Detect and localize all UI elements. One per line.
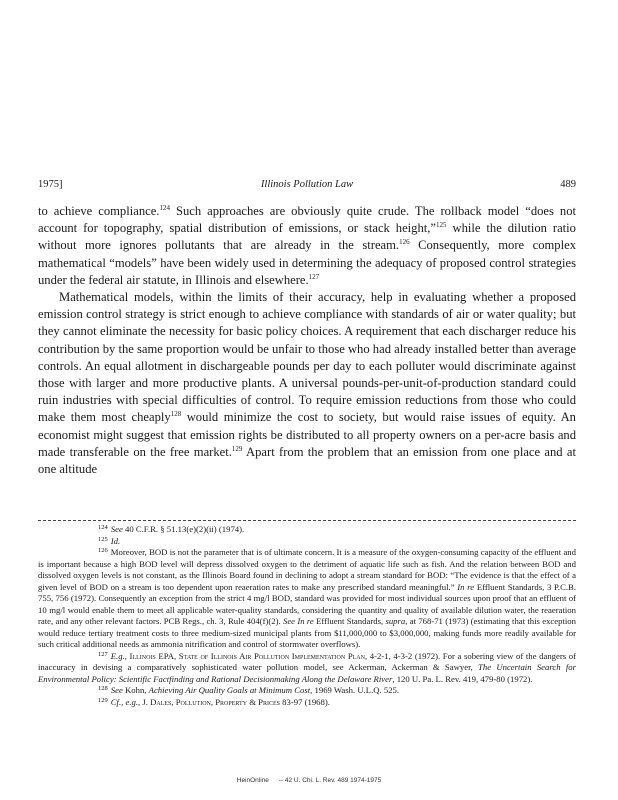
footnote-text: , at 768-71 (1973) (estimating that this exception would reduce tertiary treatment costs to three medium-sized municipal plants from $11,000,000 to $3,000,000, making funds more readily available for such critical additional needs as ammonia nitrification and control of stormwater overflows). <box>38 616 576 649</box>
footnote-text: 40 C.F.R. § 51.13(e)(2)(ii) (1974). <box>122 524 245 534</box>
footnote-text: In re <box>457 581 475 592</box>
footnote-divider <box>38 520 576 521</box>
footnote-ref-126[interactable]: 126 <box>399 238 410 247</box>
footnote-128 <box>38 685 576 697</box>
footnote-text: Effluent Standards, 3 P.C.B. 755, 756 (1972). Consequently an exception from the strict 4 mg/l BOD, standard was provided for most individual sources upon proof that an effluent of 10 mg/l would enable them to meet all applicable water-quality standards, considering the quantity and quality of available dilution water, the reaeration rate, and any other relevant factors. PCB Regs., ch. 3, Rule 404(f)(2). <box>38 581 576 626</box>
footnote-text: , <box>124 650 130 661</box>
footnote-text: Illinois EPA, State of Illinois Air Pollution Implementation Plan <box>129 650 365 661</box>
footnote-127 <box>38 651 576 686</box>
footnote-text: See In re <box>282 616 314 626</box>
footnote-number: 128 <box>98 685 108 692</box>
footnote-text: The Uncertain Search for Environmental Policy: Scientific Factfinding and Rational Decisionmaking Along the Delaware River <box>38 662 576 684</box>
footnote-ref-129[interactable]: 129 <box>231 444 243 453</box>
footnote-126 <box>38 547 576 651</box>
footnote-text: Moreover, BOD is not the parameter that is of ultimate concern. It is a measure of the oxygen-consuming capacity of the effluent and is important because a high BOD level will depress dissolved oxygen to the detriment of aquatic life such as fish. And the relation between BOD and dissolved oxygen levels is not constant, as the Illinois Board found in declining to adopt a stream standard for BOD: “The evidence is that the effect of a given level of BOD on a stream is too dependent upon reaeration rates to make any prescribed standard meaningful.” <box>38 547 576 592</box>
footnote-text: , J. <box>138 696 151 707</box>
footnote-text: , 4-2-1, 4-3-2 (1972). For a sobering view of the dangers of inaccuracy in devising a comparatively sophisticated water pollution model, see Ackerman, Ackerman & Sawyer, <box>38 650 576 672</box>
running-head-year: 1975] <box>38 179 63 190</box>
footnote-ref-128[interactable]: 128 <box>170 410 182 419</box>
footnote-text: , 120 U. Pa. L. Rev. 419, 479-80 (1972). <box>392 673 533 684</box>
source-provider: HeinOnline <box>236 777 269 784</box>
footnotes <box>38 524 576 708</box>
running-head <box>38 179 576 195</box>
footnote-number: 125 <box>98 535 108 543</box>
footnote-number: 127 <box>98 650 108 658</box>
footnote-125 <box>38 536 576 548</box>
page-number: 489 <box>560 179 576 190</box>
footnote-text: supra <box>385 616 406 626</box>
source-reference: -- 42 U. Chi. L. Rev. 489 1974-1975 <box>278 777 382 784</box>
footnote-text: E.g. <box>110 650 125 661</box>
paragraph-2-text-a: Mathematical models, within the limits of their accuracy, help in evaluating whether a proposed emission control strategy is strict enough to achieve compliance with standards of air or water quality; but they cannot eliminate the necessity for basic policy choices. A requirement that each discharger reduce his contribution by the same proportion would be unfair to those who had already installed better than average controls. An equal allotment in dischargeable pounds per day to each polluter would discriminate against those with larger and more productive plants. A universal pounds-per-unit-of-production standard could ruin industries with special difficulties of control. To require emission reductions from those who could make them most cheaply <box>38 290 576 425</box>
footnote-text: Kohn, <box>122 685 149 695</box>
footnote-text: 83-97 (1968). <box>279 696 330 707</box>
paragraph-2 <box>38 289 576 478</box>
source-citation <box>0 777 618 784</box>
footnote-ref-127[interactable]: 127 <box>308 272 320 281</box>
footnote-129 <box>38 697 576 709</box>
footnote-number: 126 <box>98 547 108 554</box>
paragraph-1-text-b: Such approaches are obviously quite crude. The rollback model “does not account for topography, spatial distribution of emissions, or stack height,” <box>38 204 576 236</box>
footnote-text: See <box>110 524 123 534</box>
footnote-ref-124[interactable]: 124 <box>159 204 170 212</box>
paragraph-1-text-d: Consequently, more complex mathematical “models” have been widely used in determining the adequacy of proposed control strategies under the federal air statute, in Illinois and elsewhere. <box>38 238 576 287</box>
footnote-text: Cf., e.g. <box>110 696 139 707</box>
footnote-text: Achieving Air Quality Goals at Minimum Cost <box>148 685 311 695</box>
paragraph-2-text-c: Apart from the problem that an emission from one place and at one altitude <box>38 444 576 477</box>
paragraph-1-text-c: while the dilution ratio without more ignores pollutants that are already in the stream. <box>38 221 576 253</box>
footnote-number: 129 <box>98 696 108 704</box>
footnote-ref-125[interactable]: 125 <box>436 221 447 230</box>
body-text <box>38 203 576 478</box>
paragraph-1-text-a: to achieve compliance. <box>38 204 160 218</box>
running-head-title: Illinois Pollution Law <box>260 179 354 190</box>
paragraph-2-text-b: would minimize the cost to society, but would raise issues of equity. An economist might suggest that emission rights be distributed to all property owners on a per-acre basis and made transferable on the free market. <box>38 410 576 459</box>
footnote-text: Id. <box>110 535 121 546</box>
footnote-text: , 1969 Wash. U.L.Q. 525. <box>310 685 400 695</box>
footnote-text: Dales, Pollution, Property & Prices <box>150 696 280 707</box>
footnote-number: 124 <box>98 524 108 531</box>
footnote-124 <box>38 524 576 536</box>
paragraph-1 <box>38 203 576 289</box>
footnote-text: Effluent Standards, <box>313 616 386 626</box>
footnote-text: See <box>110 685 123 695</box>
